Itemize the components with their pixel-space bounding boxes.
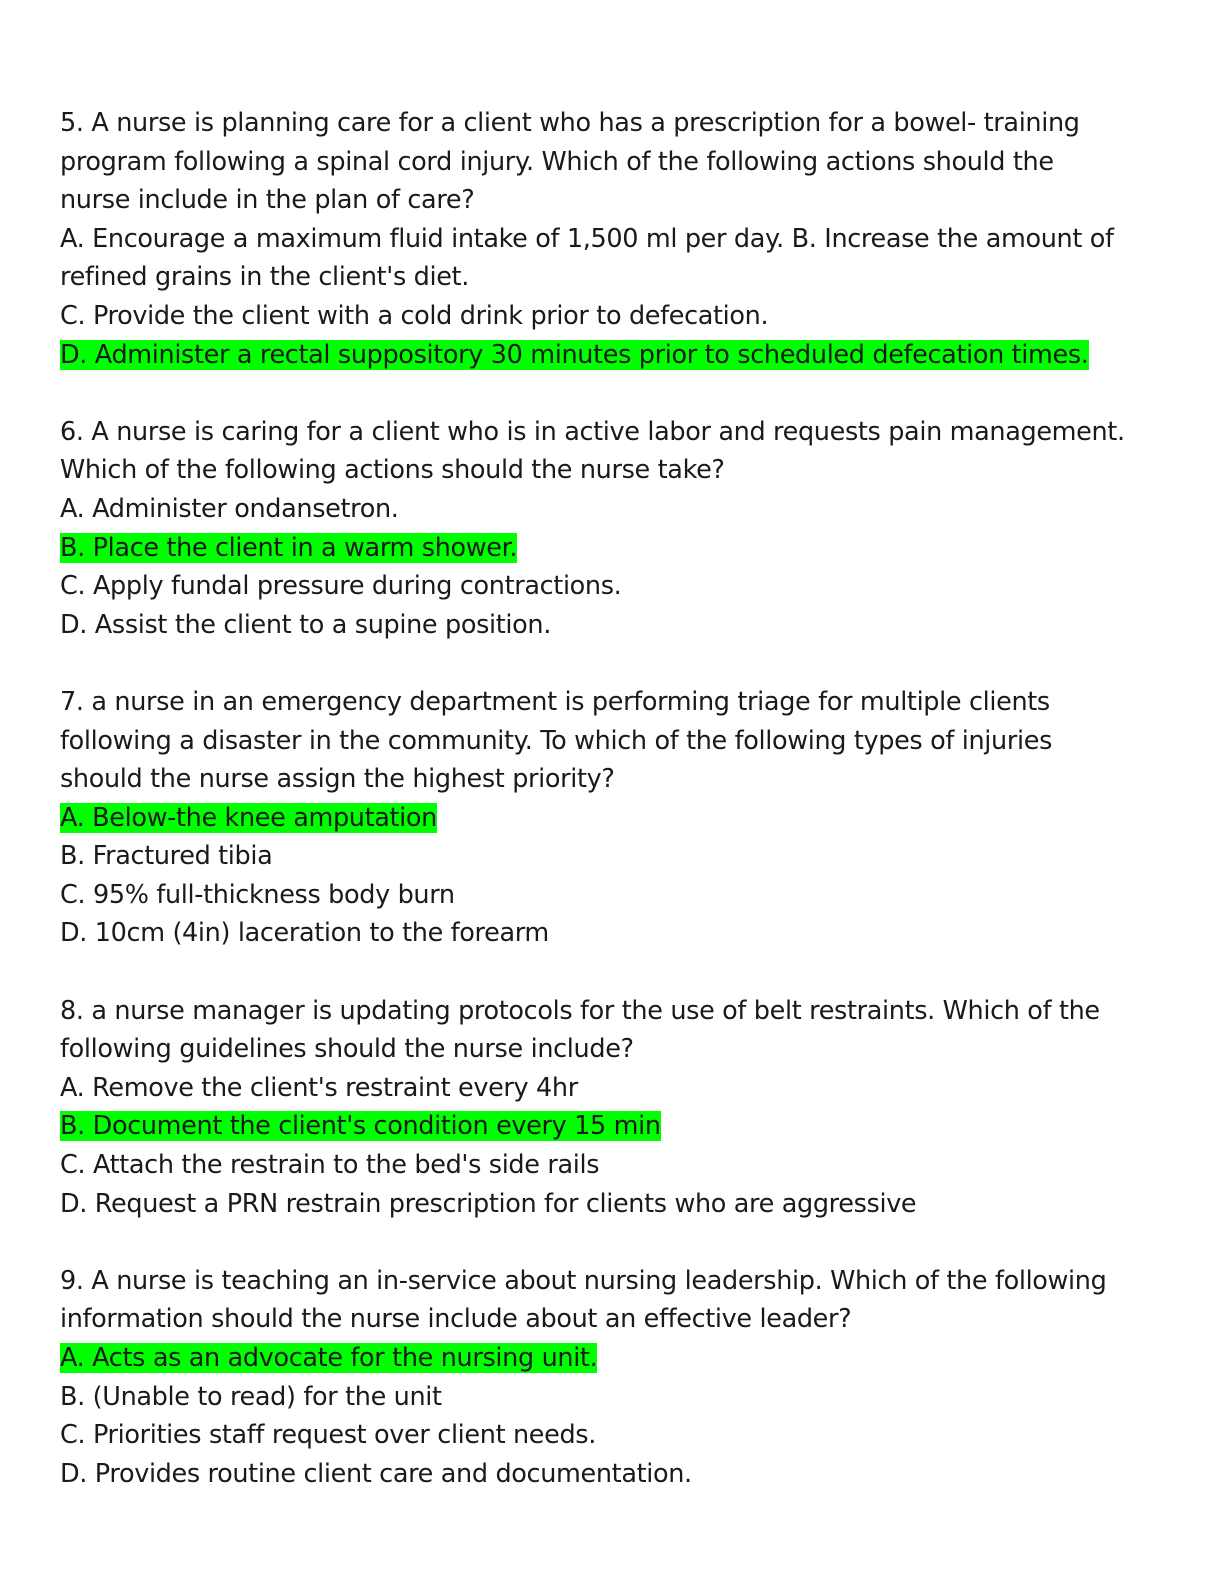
question-stem-line: information should the nurse include about an effective leader? <box>60 1304 852 1335</box>
answer-option-correct <box>60 336 1170 375</box>
answer-option-correct <box>60 1107 1170 1146</box>
answer-option <box>60 220 1170 259</box>
answer-option <box>60 606 1170 645</box>
answer-highlight: D. Administer a rectal suppository 30 minutes prior to scheduled defecation times. <box>60 339 1089 370</box>
answer-option-text: C. Attach the restrain to the bed's side rails <box>60 1150 600 1181</box>
answer-option <box>60 837 1170 876</box>
answer-option-text: D. Assist the client to a supine position. <box>60 609 551 640</box>
question-stem-line: 8. a nurse manager is updating protocols for the use of belt restraints. Which of the <box>60 995 1100 1026</box>
answer-highlight: A. Acts as an advocate for the nursing unit. <box>60 1343 598 1373</box>
answer-highlight: A. Below-the knee amputation <box>60 802 437 833</box>
answer-option-correct <box>60 529 1170 568</box>
answer-option-correct <box>60 1339 1170 1378</box>
question-6 <box>60 413 1170 645</box>
answer-option-text: B. (Unable to read) for the unit <box>60 1381 442 1412</box>
question-stem-line: following guidelines should the nurse include? <box>60 1034 634 1065</box>
answer-option-text: C. Apply fundal pressure during contractions. <box>60 571 622 602</box>
question-5 <box>60 104 1170 374</box>
answer-option <box>60 876 1170 915</box>
answer-option-text: B. Fractured tibia <box>60 841 273 872</box>
answer-option <box>60 567 1170 606</box>
answer-option-text: C. Priorities staff request over client needs. <box>60 1420 596 1451</box>
question-stem-line: 9. A nurse is teaching an in-service about nursing leadership. Which of the following <box>60 1265 1107 1296</box>
answer-option-text: D. 10cm (4in) laceration to the forearm <box>60 918 549 949</box>
question-9 <box>60 1262 1170 1494</box>
answer-option-correct <box>60 799 1170 838</box>
document-page <box>60 104 1170 1532</box>
question-stem-line: nurse include in the plan of care? <box>60 185 475 216</box>
question-stem-line: should the nurse assign the highest priority? <box>60 764 615 795</box>
answer-option-text: A. Encourage a maximum fluid intake of 1,500 ml per day. B. Increase the amount of <box>60 223 1114 254</box>
answer-highlight: B. Document the client's condition every 15 min <box>60 1111 661 1142</box>
question-stem-line: 7. a nurse in an emergency department is performing triage for multiple clients <box>60 686 1050 717</box>
answer-option-text: C. 95% full-thickness body burn <box>60 879 455 910</box>
answer-option <box>60 1455 1170 1494</box>
answer-option-text: C. Provide the client with a cold drink prior to defecation. <box>60 300 769 331</box>
answer-option-text: A. Remove the client's restraint every 4hr <box>60 1072 578 1103</box>
question-stem-line: Which of the following actions should the nurse take? <box>60 455 725 486</box>
answer-option-text: D. Request a PRN restrain prescription for clients who are aggressive <box>60 1188 917 1219</box>
answer-option <box>60 258 1170 297</box>
question-stem-line: 5. A nurse is planning care for a client who has a prescription for a bowel- training <box>60 108 1080 138</box>
question-8 <box>60 992 1170 1224</box>
answer-option <box>60 914 1170 953</box>
question-stem-line: following a disaster in the community. To which of the following types of injuries <box>60 725 1052 756</box>
answer-option-text: A. Administer ondansetron. <box>60 493 399 524</box>
answer-option <box>60 297 1170 336</box>
answer-option <box>60 490 1170 529</box>
answer-option <box>60 1416 1170 1455</box>
answer-option-text: D. Provides routine client care and documentation. <box>60 1458 692 1489</box>
question-7 <box>60 683 1170 953</box>
question-stem-line: 6. A nurse is caring for a client who is in active labor and requests pain management. <box>60 416 1125 447</box>
answer-option <box>60 1069 1170 1108</box>
answer-highlight: B. Place the client in a warm shower. <box>60 532 518 563</box>
answer-option <box>60 1378 1170 1417</box>
answer-option-text: refined grains in the client's diet. <box>60 262 469 293</box>
question-stem-line: program following a spinal cord injury. Which of the following actions should the <box>60 146 1054 177</box>
answer-option <box>60 1146 1170 1185</box>
answer-option <box>60 1185 1170 1224</box>
